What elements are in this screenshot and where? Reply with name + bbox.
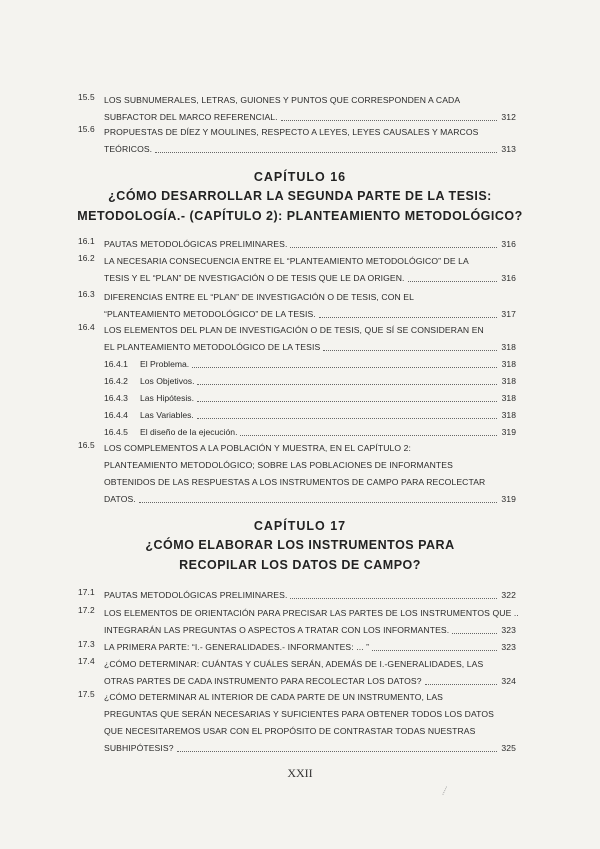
toc-subentry xyxy=(104,390,516,407)
entry-text-line: PAUTAS METODOLÓGICAS PRELIMINARES. xyxy=(104,590,288,600)
subentry-text: Las Variables. xyxy=(140,410,194,420)
toc-subentry xyxy=(104,424,516,441)
toc-subentry xyxy=(104,356,516,373)
toc-entry-17-1 xyxy=(78,587,516,604)
entry-number: 17.2 xyxy=(78,605,95,615)
entry-text-line: “PLANTEAMIENTO METODOLÓGICO” DE LA TESIS. xyxy=(104,309,316,319)
dot-leader xyxy=(240,434,497,436)
entry-page: 316 xyxy=(501,239,516,249)
toc-entry-17-4 xyxy=(78,656,516,690)
entry-text-line: QUE NECESITAREMOS USAR CON EL PROPÓSITO DE CONTRASTAR TODAS NUESTRAS xyxy=(104,726,476,736)
subentry-page: 318 xyxy=(501,393,516,403)
toc-entry-16-1 xyxy=(78,236,516,253)
toc-entry-16-3 xyxy=(78,289,516,323)
entry-text-line: TEÓRICOS. xyxy=(104,144,153,154)
entry-text-line: DIFERENCIAS ENTRE EL “PLAN” DE INVESTIGACIÓN O DE TESIS, CON EL xyxy=(104,292,415,302)
entry-text-line: LA PRIMERA PARTE: “I.- GENERALIDADES.- INFORMANTES: ... ” xyxy=(104,642,370,652)
chapter-title-line: ¿CÓMO ELABORAR LOS INSTRUMENTOS PARA xyxy=(145,538,455,552)
entry-page: 322 xyxy=(501,590,516,600)
toc-entry-16-4 xyxy=(78,322,516,356)
dot-leader xyxy=(323,349,497,351)
subentry-number: 16.4.1 xyxy=(104,359,128,369)
toc-entry-17-5 xyxy=(78,689,516,757)
entry-text-line: INTEGRARÁN LAS PREGUNTAS O ASPECTOS A TRATAR CON LOS INFORMANTES. xyxy=(104,625,450,635)
dot-leader xyxy=(425,683,497,685)
chapter-title-line: ¿CÓMO DESARROLLAR LA SEGUNDA PARTE DE LA TESIS: xyxy=(108,189,492,203)
subentry-page: 318 xyxy=(501,359,516,369)
entry-text-line: OTRAS PARTES DE CADA INSTRUMENTO PARA RECOLECTAR LOS DATOS? xyxy=(104,676,422,686)
entry-text-line: LOS SUBNUMERALES, LETRAS, GUIONES Y PUNTOS QUE CORRESPONDEN A CADA xyxy=(104,95,461,105)
entry-text-line: SUBFACTOR DEL MARCO REFERENCIAL. xyxy=(104,112,278,122)
entry-page: 317 xyxy=(501,309,516,319)
entry-number: 16.4 xyxy=(78,322,95,332)
toc-entry-16-2 xyxy=(78,253,516,287)
chapter-number: CAPÍTULO 16 xyxy=(253,170,347,184)
entry-text-line: PREGUNTAS QUE SERÁN NECESARIAS Y SUFICIENTES PARA OBTENER TODOS LOS DATOS xyxy=(104,709,494,719)
entry-number: 17.5 xyxy=(78,689,95,699)
entry-number: 15.6 xyxy=(78,124,95,134)
subentry-page: 318 xyxy=(501,410,516,420)
entry-number: 16.5 xyxy=(78,440,95,450)
entry-text-line: LA NECESARIA CONSECUENCIA ENTRE EL “PLANTEAMIENTO METODOLÓGICO” DE LA xyxy=(104,256,469,266)
dot-leader xyxy=(281,119,497,121)
subentry-number: 16.4.5 xyxy=(104,427,128,437)
entry-page: 313 xyxy=(501,144,516,154)
toc-entry-15-5 xyxy=(78,92,516,126)
subentry-text: El diseño de la ejecución. xyxy=(140,427,238,437)
entry-text-line: LOS COMPLEMENTOS A LA POBLACIÓN Y MUESTRA, EN EL CAPÍTULO 2: xyxy=(104,443,412,453)
entry-number: 17.1 xyxy=(78,587,95,597)
dot-leader xyxy=(319,316,497,318)
dot-leader xyxy=(155,151,497,153)
entry-text-line: TESIS Y EL “PLAN” DE NVESTIGACIÓN O DE TESIS QUE LE DA ORIGEN. xyxy=(104,273,405,283)
entry-number: 16.1 xyxy=(78,236,95,246)
dot-leader xyxy=(192,366,497,368)
subentry-number: 16.4.4 xyxy=(104,410,128,420)
entry-number: 17.4 xyxy=(78,656,95,666)
subentry-text: El Problema. xyxy=(140,359,190,369)
dot-leader xyxy=(177,750,497,752)
toc-entry-16-5 xyxy=(78,440,516,508)
entry-text-line: LOS ELEMENTOS DE ORIENTACIÓN PARA PRECISAR LAS PARTES DE LOS INSTRUMENTOS QUE .. xyxy=(104,608,519,618)
entry-text-line: DATOS. xyxy=(104,494,136,504)
entry-page: 312 xyxy=(501,112,516,122)
toc-subentry xyxy=(104,373,516,390)
dot-leader xyxy=(452,632,497,634)
chapter-17-heading xyxy=(0,519,600,575)
subentry-text: Los Objetivos. xyxy=(140,376,195,386)
entry-text-line: EL PLANTEAMIENTO METODOLÓGICO DE LA TESIS xyxy=(104,342,321,352)
subentry-text: Las Hipótesis. xyxy=(140,393,194,403)
entry-number: 15.5 xyxy=(78,92,95,102)
toc-subentry xyxy=(104,407,516,424)
subentry-page: 319 xyxy=(501,427,516,437)
toc-subentries-16-4 xyxy=(104,356,516,441)
entry-page: 323 xyxy=(501,625,516,635)
entry-text-line: ¿CÓMO DETERMINAR AL INTERIOR DE CADA PARTE DE UN INSTRUMENTO, LAS xyxy=(104,692,443,702)
entry-page: 319 xyxy=(501,494,516,504)
dot-leader xyxy=(139,501,497,503)
subentry-page: 318 xyxy=(501,376,516,386)
chapter-title-line: RECOPILAR LOS DATOS DE CAMPO? xyxy=(179,558,421,572)
toc-entry-17-2 xyxy=(78,605,519,639)
dot-leader xyxy=(197,400,497,402)
subentry-number: 16.4.3 xyxy=(104,393,128,403)
chapter-16-heading xyxy=(0,170,600,226)
entry-page: 324 xyxy=(501,676,516,686)
entry-page: 325 xyxy=(501,743,516,753)
entry-page: 316 xyxy=(501,273,516,283)
toc-entry-15-6 xyxy=(78,124,516,158)
entry-text-line: LOS ELEMENTOS DEL PLAN DE INVESTIGACIÓN O DE TESIS, QUE SÍ SE CONSIDERAN EN xyxy=(104,325,484,335)
entry-text-line: SUBHIPÓTESIS? xyxy=(104,743,174,753)
entry-page: 323 xyxy=(501,642,516,652)
page-numeral: XXII xyxy=(287,766,313,780)
dot-leader xyxy=(290,246,497,248)
entry-number: 16.2 xyxy=(78,253,95,263)
dot-leader xyxy=(197,417,497,419)
entry-number: 16.3 xyxy=(78,289,95,299)
chapter-title-line: METODOLOGÍA.- (CAPÍTULO 2): PLANTEAMIENTO METODOLÓGICO? xyxy=(77,209,523,223)
entry-text-line: PAUTAS METODOLÓGICAS PRELIMINARES. xyxy=(104,239,288,249)
entry-text-line: OBTENIDOS DE LAS RESPUESTAS A LOS INSTRUMENTOS DE CAMPO PARA RECOLECTAR xyxy=(104,477,486,487)
entry-text-line: ¿CÓMO DETERMINAR: CUÁNTAS Y CUÁLES SERÁN, ADEMÁS DE I.-GENERALIDADES, LAS xyxy=(104,659,484,669)
entry-text-line: PLANTEAMIENTO METODOLÓGICO; SOBRE LAS POBLACIONES DE INFORMANTES xyxy=(104,460,453,470)
dot-leader xyxy=(372,649,497,651)
dot-leader xyxy=(197,383,497,385)
chapter-number: CAPÍTULO 17 xyxy=(253,519,347,533)
entry-text-line: PROPUESTAS DE DÍEZ Y MOULINES, RESPECTO A LEYES, LEYES CAUSALES Y MARCOS xyxy=(104,127,479,137)
dot-leader xyxy=(408,280,497,282)
entry-number: 17.3 xyxy=(78,639,95,649)
paper-mark xyxy=(442,786,450,796)
entry-page: 318 xyxy=(501,342,516,352)
toc-entry-17-3 xyxy=(78,639,516,656)
dot-leader xyxy=(290,597,497,599)
subentry-number: 16.4.2 xyxy=(104,376,128,386)
